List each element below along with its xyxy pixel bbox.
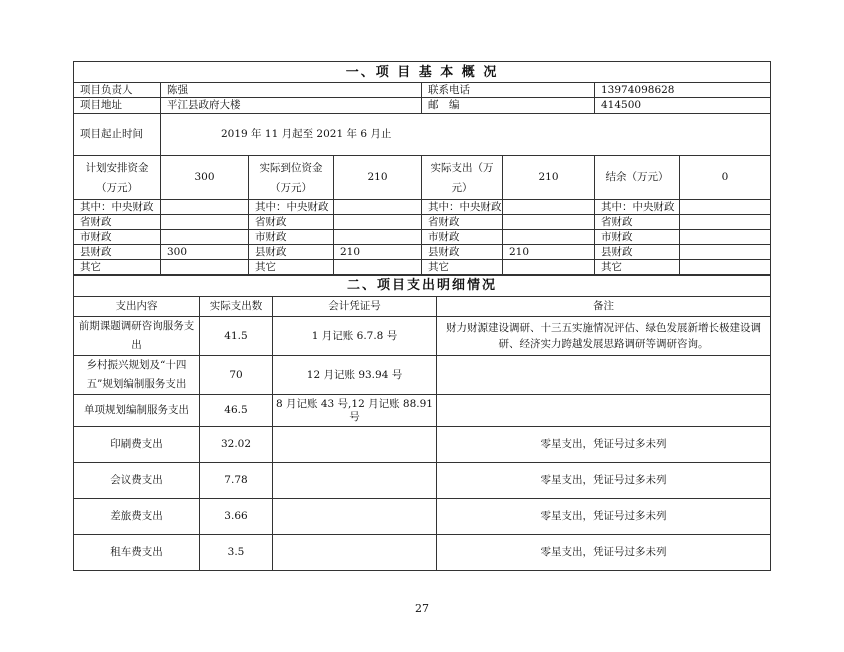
- row-amount: 32.02: [200, 427, 273, 463]
- header-note: 备注: [437, 297, 771, 317]
- row-voucher: [273, 535, 437, 571]
- source-balance: [680, 230, 771, 245]
- source-balance: [680, 200, 771, 215]
- row-item: 差旅费支出: [74, 499, 200, 535]
- table-row: [74, 499, 771, 535]
- source-planned: [161, 200, 249, 215]
- source-label: 其中：中央财政: [595, 200, 680, 215]
- source-received: [334, 200, 422, 215]
- source-label: 省财政: [249, 215, 334, 230]
- row-amount: 41.5: [200, 317, 273, 356]
- planned-value: 300: [161, 156, 249, 200]
- row-note: [437, 356, 771, 395]
- source-planned: [161, 215, 249, 230]
- phone-label: 联系电话: [422, 83, 595, 98]
- source-label: 其它: [422, 260, 503, 276]
- period-label: 项目起止时间: [74, 114, 161, 156]
- table-row: [74, 395, 771, 427]
- row-voucher: [273, 499, 437, 535]
- section2-title: 二、项目支出明细情况: [74, 275, 771, 297]
- row-voucher: 12 月记账 93.94 号: [273, 356, 437, 395]
- leader-value: 陈强: [161, 83, 422, 98]
- source-spent: [503, 230, 595, 245]
- source-spent: 210: [503, 245, 595, 260]
- source-planned: 300: [161, 245, 249, 260]
- row-note: 财力财源建设调研、十三五实施情况评估、绿色发展新增长极建设调研、经济实力跨越发展思路调研等调研咨询。: [437, 317, 771, 356]
- source-row: [74, 200, 771, 215]
- source-label: 县财政: [74, 245, 161, 260]
- row-amount: 3.5: [200, 535, 273, 571]
- row-note: 零星支出，凭证号过多未列: [437, 535, 771, 571]
- row-item: 单项规划编制服务支出: [74, 395, 200, 427]
- address-label: 项目地址: [74, 98, 161, 114]
- spent-value: 210: [503, 156, 595, 200]
- row-item: 印刷费支出: [74, 427, 200, 463]
- source-label: 其中：中央财政: [74, 200, 161, 215]
- postcode-value: 414500: [595, 98, 771, 114]
- balance-value: 0: [680, 156, 771, 200]
- postcode-label: 邮 编: [422, 98, 595, 114]
- page-number: 27: [415, 602, 429, 615]
- row-voucher: 1 月记账 6.7.8 号: [273, 317, 437, 356]
- row-amount: 3.66: [200, 499, 273, 535]
- spent-label: 实际支出（万元）: [422, 156, 503, 200]
- source-row: [74, 245, 771, 260]
- row-item: 租车费支出: [74, 535, 200, 571]
- source-spent: [503, 215, 595, 230]
- source-label: 市财政: [595, 230, 680, 245]
- table-row: [74, 356, 771, 395]
- row-note: 零星支出，凭证号过多未列: [437, 499, 771, 535]
- source-balance: [680, 215, 771, 230]
- source-planned: [161, 230, 249, 245]
- source-label: 其它: [74, 260, 161, 276]
- table-row: [74, 535, 771, 571]
- row-note: 零星支出，凭证号过多未列: [437, 463, 771, 499]
- header-amount: 实际支出数: [200, 297, 273, 317]
- source-label: 县财政: [422, 245, 503, 260]
- source-label: 省财政: [74, 215, 161, 230]
- row-note: 零星支出，凭证号过多未列: [437, 427, 771, 463]
- source-row: [74, 230, 771, 245]
- header-row: [74, 297, 771, 317]
- source-received: [334, 230, 422, 245]
- row-amount: 46.5: [200, 395, 273, 427]
- header-item: 支出内容: [74, 297, 200, 317]
- received-label: 实际到位资金（万元）: [249, 156, 334, 200]
- row-item: 前期课题调研咨询服务支出: [74, 317, 200, 356]
- source-received: [334, 215, 422, 230]
- phone-value: 13974098628: [595, 83, 771, 98]
- row-amount: 7.78: [200, 463, 273, 499]
- expense-detail-table: [73, 274, 771, 571]
- source-label: 其中：中央财政: [422, 200, 503, 215]
- received-value: 210: [334, 156, 422, 200]
- table-row: [74, 427, 771, 463]
- source-label: 市财政: [74, 230, 161, 245]
- source-label: 市财政: [249, 230, 334, 245]
- planned-label: 计划安排资金（万元）: [74, 156, 161, 200]
- row-voucher: 8 月记账 43 号,12 月记账 88.91 号: [273, 395, 437, 427]
- source-label: 市财政: [422, 230, 503, 245]
- source-received: 210: [334, 245, 422, 260]
- address-value: 平江县政府大楼: [161, 98, 422, 114]
- header-voucher: 会计凭证号: [273, 297, 437, 317]
- source-row: [74, 215, 771, 230]
- row-voucher: [273, 427, 437, 463]
- source-label: 省财政: [422, 215, 503, 230]
- row-item: 乡村振兴规划及“十四五”规划编制服务支出: [74, 356, 200, 395]
- source-label: 省财政: [595, 215, 680, 230]
- row-note: [437, 395, 771, 427]
- leader-label: 项目负责人: [74, 83, 161, 98]
- basic-info-table: [73, 61, 771, 276]
- source-label: 其它: [249, 260, 334, 276]
- source-label: 其它: [595, 260, 680, 276]
- source-label: 县财政: [595, 245, 680, 260]
- row-item: 会议费支出: [74, 463, 200, 499]
- source-balance: [680, 245, 771, 260]
- table-row: [74, 463, 771, 499]
- source-label: 其中：中央财政: [249, 200, 334, 215]
- row-amount: 70: [200, 356, 273, 395]
- balance-label: 结余（万元）: [595, 156, 680, 200]
- table-row: [74, 317, 771, 356]
- source-spent: [503, 200, 595, 215]
- period-value: 2019 年 11 月起至 2021 年 6 月止: [161, 114, 771, 156]
- row-voucher: [273, 463, 437, 499]
- source-label: 县财政: [249, 245, 334, 260]
- section1-title: 一、项 目 基 本 概 况: [74, 62, 771, 83]
